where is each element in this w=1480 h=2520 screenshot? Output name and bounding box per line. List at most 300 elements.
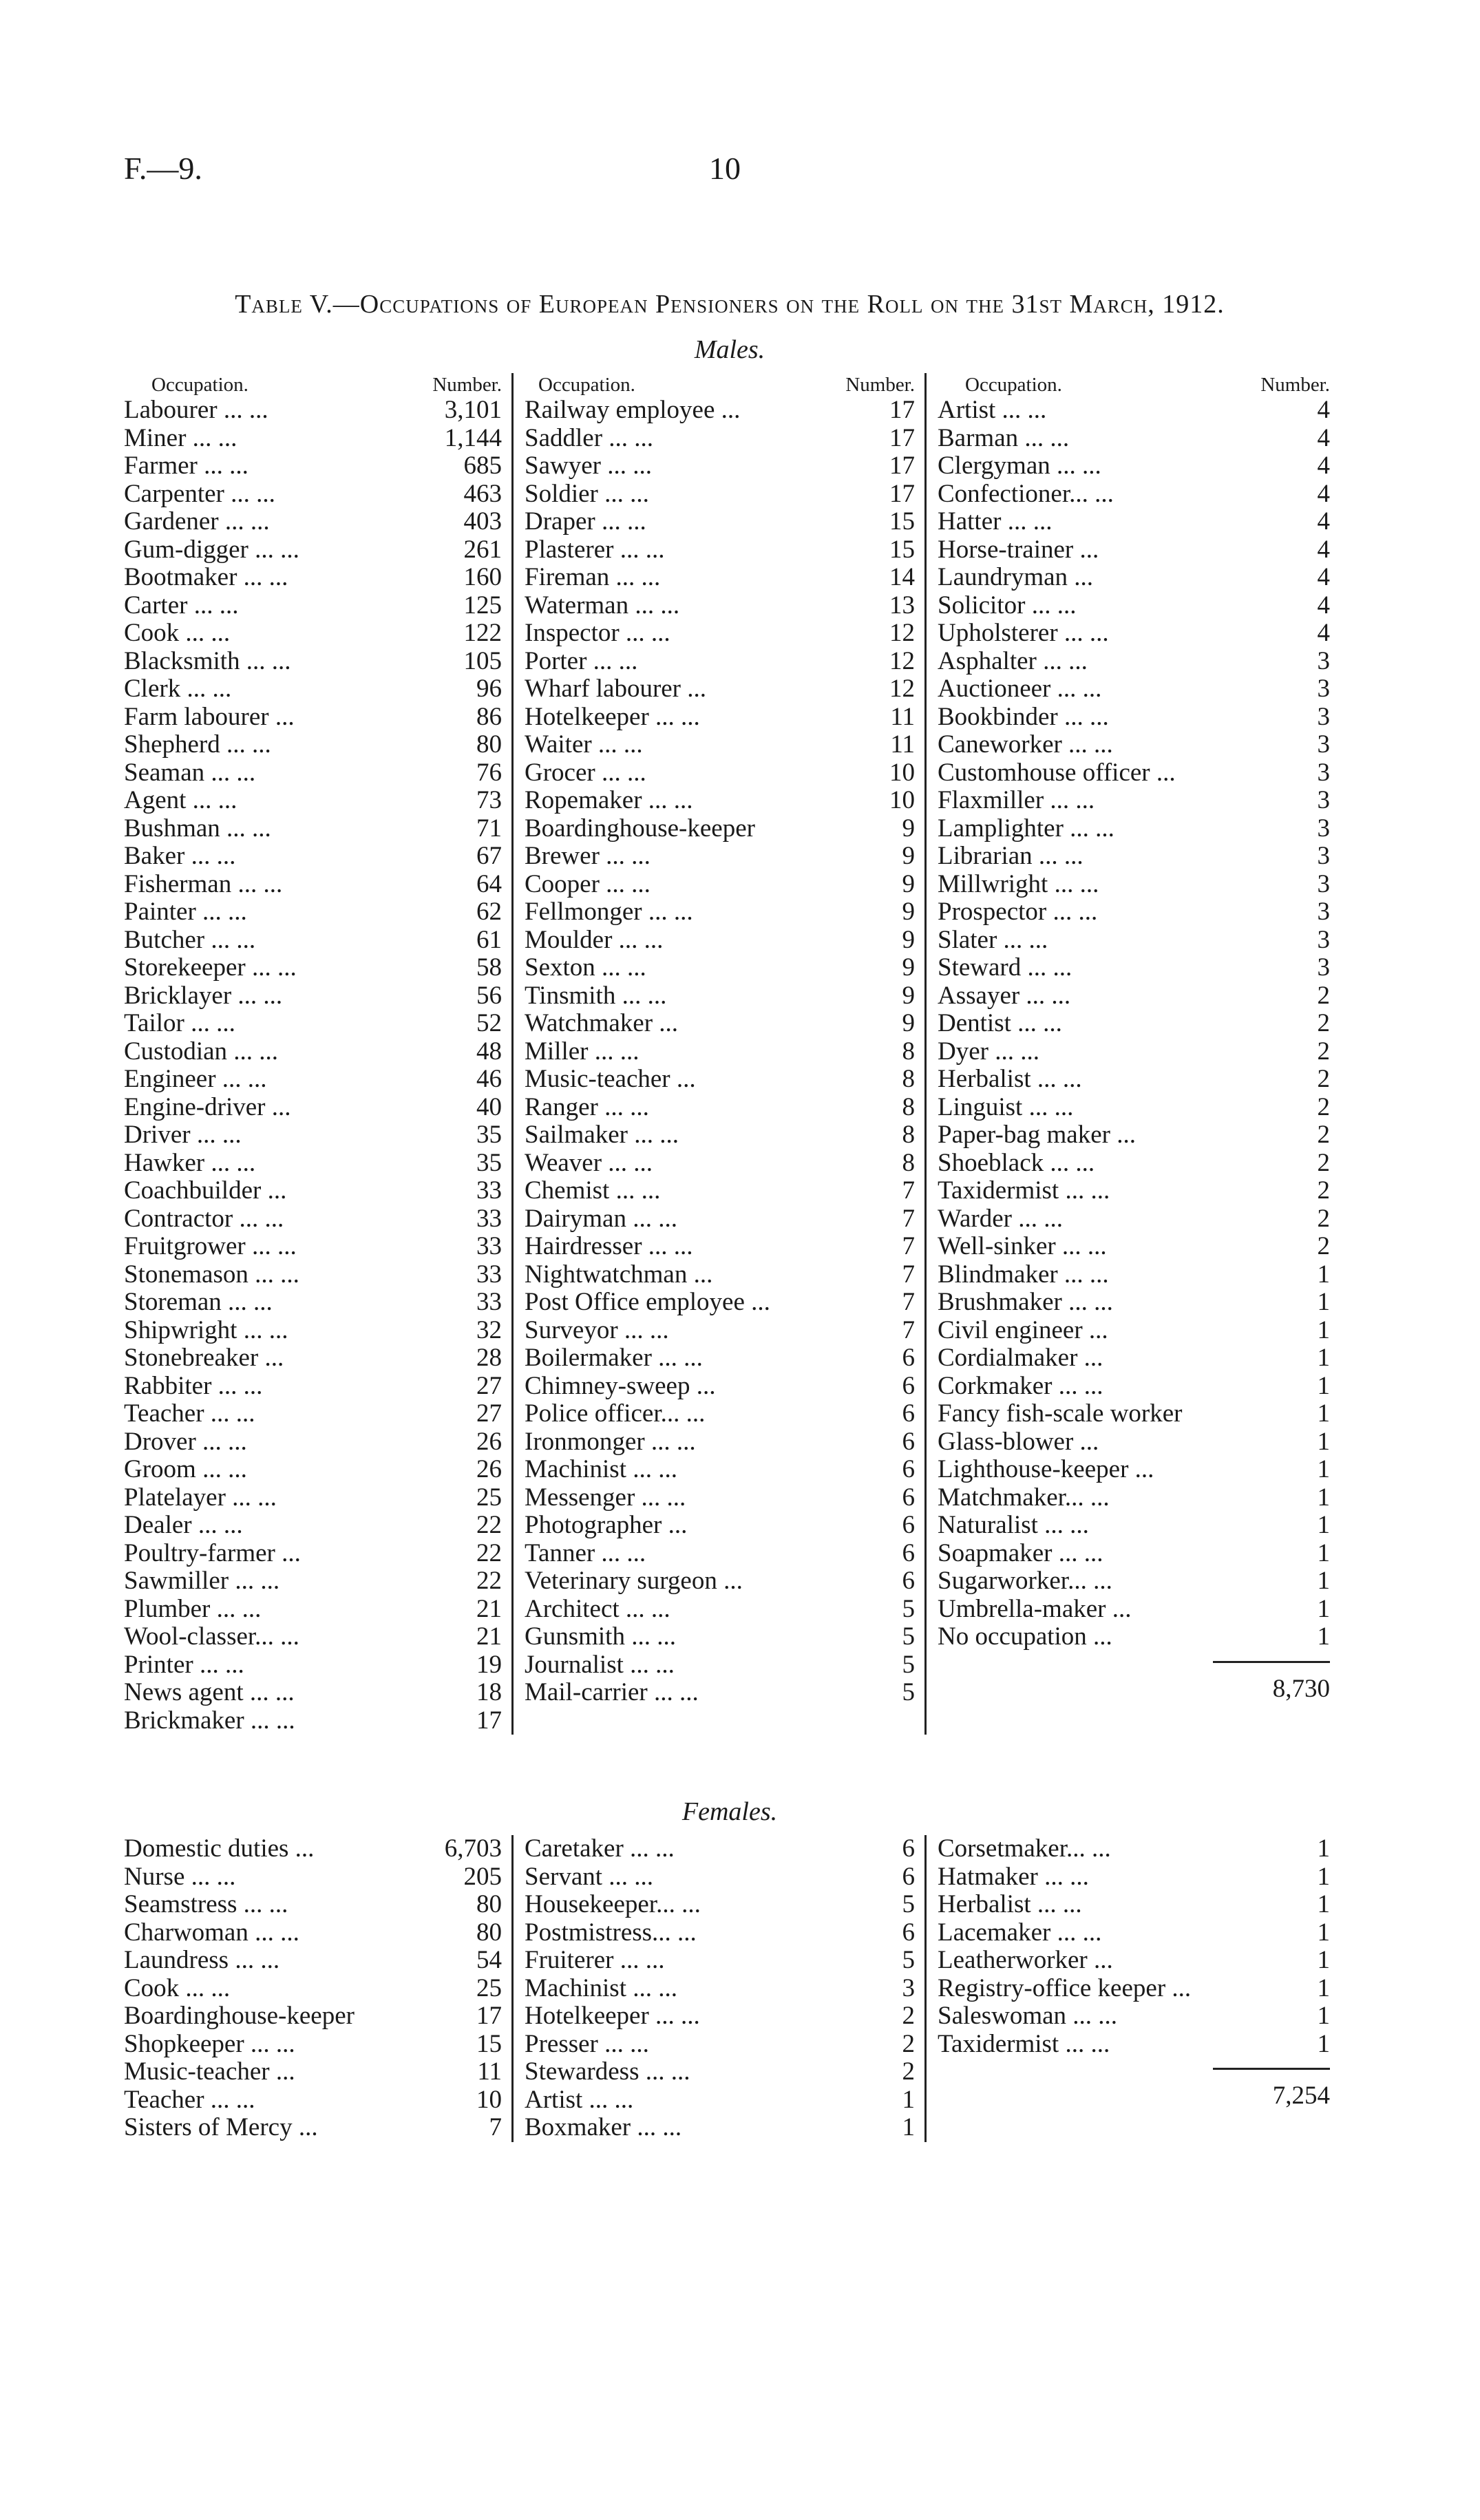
occupation-name: Seaman ... ... [124, 759, 256, 787]
occupation-count: 12 [889, 619, 915, 647]
occupation-name: Upholsterer ... ... [938, 620, 1109, 647]
table-row [525, 396, 915, 425]
occupation-name: Charwoman ... ... [124, 1918, 299, 1947]
occupation-name: Seamstress ... ... [124, 1891, 288, 1918]
occupation-name: Wool-classer... ... [124, 1623, 299, 1651]
occupation-count: 62 [476, 898, 502, 926]
table-row [525, 1596, 915, 1624]
occupation-count: 9 [902, 981, 915, 1010]
occupation-name: Shoeblack ... ... [938, 1149, 1095, 1177]
occupation-name: Gardener ... ... [124, 508, 270, 536]
table-row [525, 452, 915, 480]
table-row [525, 1373, 915, 1401]
occupation-count: 3 [1317, 786, 1330, 814]
occupation-name: Paper-bag maker ... [938, 1121, 1136, 1149]
occupation-count: 7 [902, 1232, 915, 1260]
occupation-count: 32 [476, 1315, 502, 1344]
table-row [525, 425, 915, 453]
occupation-name: Cordialmaker ... [938, 1344, 1103, 1372]
table-row [938, 1289, 1330, 1317]
occupation-count: 463 [463, 479, 502, 508]
occupation-name: Machinist ... ... [525, 1974, 677, 2002]
occupation-name: Journalist ... ... [525, 1651, 675, 1679]
occupation-count: 2 [902, 2002, 915, 2030]
column-header [938, 373, 1330, 396]
occupation-count: 33 [476, 1260, 502, 1289]
table-row [938, 1400, 1330, 1428]
occupation-count: 2 [1317, 1176, 1330, 1205]
occupation-name: Sugarworker... ... [938, 1567, 1112, 1595]
table-row [124, 2086, 502, 2115]
table-row [525, 1233, 915, 1261]
occupation-name: Farmer ... ... [124, 452, 249, 480]
table-row [525, 1456, 915, 1484]
table-row [938, 759, 1330, 787]
occupation-count: 7 [902, 1204, 915, 1233]
table-row [124, 1066, 502, 1094]
occupation-name: Miner ... ... [124, 424, 237, 452]
table-row [525, 982, 915, 1010]
occupation-count: 1 [1317, 1973, 1330, 2002]
table-row [525, 1484, 915, 1512]
occupation-count: 6 [902, 1455, 915, 1483]
occupation-name: Shopkeeper ... ... [124, 2030, 295, 2058]
occupation-name: Saddler ... ... [525, 424, 654, 452]
occupation-count: 33 [476, 1232, 502, 1260]
occupation-name: Stewardess ... ... [525, 2058, 690, 2086]
occupation-count: 1 [1317, 1834, 1330, 1863]
occupation-name: Labourer ... ... [124, 396, 268, 424]
occupation-name: Boxmaker ... ... [525, 2114, 682, 2141]
table-row [938, 1177, 1330, 1205]
table-row [124, 396, 502, 425]
occupation-name: Sawyer ... ... [525, 452, 652, 480]
table-row [525, 787, 915, 815]
occupation-count: 10 [476, 2085, 502, 2114]
occupation-count: 122 [463, 619, 502, 647]
table-row [525, 1150, 915, 1178]
occupation-name: Brewer ... ... [525, 843, 651, 870]
occupation-name: Teacher ... ... [124, 2086, 255, 2114]
occupation-count: 1 [1317, 1511, 1330, 1539]
occupation-count: 73 [476, 786, 502, 814]
occupation-count: 58 [476, 953, 502, 982]
occupation-count: 8 [902, 1037, 915, 1066]
occupation-count: 17 [476, 2002, 502, 2030]
occupation-count: 3 [1317, 842, 1330, 870]
table-row [938, 1150, 1330, 1178]
occupation-count: 8 [902, 1065, 915, 1093]
occupation-name: Music-teacher ... [525, 1066, 696, 1093]
occupation-name: Baker ... ... [124, 843, 236, 870]
table-row [938, 1863, 1330, 1892]
table-row [938, 2002, 1330, 2031]
occupation-count: 80 [476, 1890, 502, 1918]
table-row [124, 1947, 502, 1975]
table-row [938, 1205, 1330, 1233]
table-row [938, 1261, 1330, 1289]
table-row [938, 1121, 1330, 1150]
table-row [124, 759, 502, 787]
table-row [938, 396, 1330, 425]
occupation-count: 18 [476, 1678, 502, 1706]
occupation-count: 1 [1317, 1260, 1330, 1289]
occupation-count: 1 [1317, 2002, 1330, 2030]
table-row [124, 508, 502, 536]
occupation-count: 25 [476, 1483, 502, 1512]
occupation-name: Confectioner... ... [938, 480, 1114, 508]
number-header: Number. [1260, 374, 1330, 396]
occupation-name: Stonemason ... ... [124, 1260, 299, 1289]
table-row [525, 954, 915, 982]
occupation-count: 4 [1317, 507, 1330, 536]
total-rule [1213, 1661, 1330, 1663]
occupation-name: Ropemaker ... ... [525, 787, 693, 814]
occupation-name: Draper ... ... [525, 508, 646, 536]
table-row [525, 1919, 915, 1947]
table-row [525, 1205, 915, 1233]
document-code: F.—9. [124, 151, 202, 186]
table-row [525, 2058, 915, 2086]
occupation-name: Rabbiter ... ... [124, 1372, 263, 1400]
table-row [124, 927, 502, 955]
occupation-name: Linguist ... ... [938, 1093, 1074, 1121]
table-row [124, 2058, 502, 2086]
occupation-count: 96 [476, 675, 502, 703]
occupation-count: 2 [1317, 1204, 1330, 1233]
occupation-count: 9 [902, 842, 915, 870]
occupation-name: Bricklayer ... ... [124, 982, 283, 1010]
occupation-count: 9 [902, 869, 915, 898]
occupation-name: Sawmiller ... ... [124, 1567, 280, 1595]
table-row [124, 648, 502, 676]
occupation-name: Grocer ... ... [525, 759, 646, 787]
occupation-name: Laundress ... ... [124, 1947, 280, 1974]
table-row [124, 982, 502, 1010]
table-row [525, 1400, 915, 1428]
occupation-count: 9 [902, 814, 915, 843]
table-row [938, 675, 1330, 703]
table-row [124, 452, 502, 480]
occupation-name: Watchmaker ... [525, 1010, 679, 1037]
occupation-count: 17 [889, 479, 915, 508]
occupation-name: Servant ... ... [525, 1863, 654, 1891]
occupation-count: 3 [1317, 814, 1330, 843]
table-row [525, 592, 915, 620]
occupation-count: 64 [476, 869, 502, 898]
occupation-name: Boardinghouse-keeper [124, 2002, 355, 2030]
occupation-name: Barman ... ... [938, 424, 1070, 452]
occupation-name: Tailor ... ... [124, 1010, 235, 1037]
table-row [124, 1205, 502, 1233]
table-row [124, 787, 502, 815]
females-total: 7,254 [1272, 2082, 1330, 2110]
table-row [938, 425, 1330, 453]
table-row [525, 1567, 915, 1596]
occupation-name: Taxidermist ... ... [938, 2030, 1110, 2058]
occupation-name: Porter ... ... [525, 647, 638, 675]
occupation-name: Bushman ... ... [124, 814, 271, 843]
occupation-count: 6 [902, 1567, 915, 1595]
occupation-header: Occupation. [965, 374, 1062, 396]
occupation-name: Slater ... ... [938, 926, 1048, 954]
table-row [124, 536, 502, 564]
occupation-name: Custodian ... ... [124, 1037, 279, 1066]
table-row [525, 898, 915, 927]
occupation-count: 19 [476, 1650, 502, 1679]
occupation-count: 26 [476, 1455, 502, 1483]
males-column-2 [514, 373, 927, 1735]
occupation-name: Domestic duties ... [124, 1835, 315, 1863]
rows [124, 396, 502, 1735]
occupation-name: Chimney-sweep ... [525, 1372, 716, 1400]
occupation-count: 3 [1317, 758, 1330, 787]
males-section-title: Males. [694, 335, 765, 364]
occupation-count: 1 [1317, 1399, 1330, 1428]
occupation-count: 4 [1317, 535, 1330, 564]
table-row [124, 1400, 502, 1428]
table-row [525, 1066, 915, 1094]
females-section-title: Females. [681, 1797, 778, 1826]
table-row [124, 1289, 502, 1317]
occupation-count: 2 [1317, 1148, 1330, 1177]
occupation-name: Civil engineer ... [938, 1316, 1108, 1344]
table-row [938, 787, 1330, 815]
occupation-name: Asphalter ... ... [938, 647, 1088, 675]
occupation-name: Photographer ... [525, 1512, 688, 1539]
occupation-name: Tanner ... ... [525, 1539, 646, 1567]
occupation-count: 6 [902, 1918, 915, 1947]
occupation-count: 6 [902, 1834, 915, 1863]
table-row [525, 536, 915, 564]
occupation-count: 12 [889, 675, 915, 703]
total-rule [1213, 2068, 1330, 2070]
table-row [124, 731, 502, 759]
occupation-count: 46 [476, 1065, 502, 1093]
table-row [938, 731, 1330, 759]
table-row [124, 1094, 502, 1122]
occupation-count: 4 [1317, 479, 1330, 508]
occupation-count: 12 [889, 646, 915, 675]
table-row [124, 1317, 502, 1345]
occupation-count: 35 [476, 1148, 502, 1177]
occupation-name: Sisters of Mercy ... [124, 2114, 318, 2141]
occupation-count: 2 [1317, 1037, 1330, 1066]
occupation-name: Taxidermist ... ... [938, 1177, 1110, 1205]
occupation-name: Machinist ... ... [525, 1456, 677, 1483]
occupation-count: 4 [1317, 591, 1330, 620]
table-row [938, 1428, 1330, 1457]
occupation-count: 6 [902, 1371, 915, 1400]
occupation-name: Miller ... ... [525, 1037, 639, 1066]
occupation-name: Platelayer ... ... [124, 1483, 277, 1512]
table-row [938, 1512, 1330, 1540]
rows [124, 1835, 502, 2142]
table-row [938, 1233, 1330, 1261]
occupation-name: Horse-trainer ... [938, 536, 1099, 564]
table-row [525, 508, 915, 536]
occupation-name: Drover ... ... [124, 1428, 247, 1456]
occupation-name: Tinsmith ... ... [525, 982, 667, 1010]
occupation-count: 1 [1317, 1594, 1330, 1623]
table-row [525, 1835, 915, 1863]
occupation-name: Veterinary surgeon ... [525, 1567, 743, 1595]
occupation-count: 28 [476, 1344, 502, 1372]
table-row [124, 1512, 502, 1540]
occupation-count: 76 [476, 758, 502, 787]
occupation-name: Solicitor ... ... [938, 591, 1077, 620]
occupation-count: 1 [1317, 1315, 1330, 1344]
occupation-name: Ranger ... ... [525, 1093, 649, 1121]
table-row [525, 927, 915, 955]
occupation-name: Registry-office keeper ... [938, 1974, 1192, 2002]
table-row [938, 1835, 1330, 1863]
table-row [525, 1975, 915, 2003]
females-column-1 [124, 1835, 514, 2142]
occupation-name: Leatherworker ... [938, 1947, 1113, 1974]
occupation-name: Hatmaker ... ... [938, 1863, 1089, 1891]
occupation-count: 5 [902, 1622, 915, 1651]
occupation-header: Occupation. [151, 374, 249, 396]
occupation-name: Hairdresser ... ... [525, 1233, 693, 1260]
occupation-name: Fancy fish-scale worker [938, 1400, 1183, 1428]
occupation-count: 125 [463, 591, 502, 620]
table-row [525, 1651, 915, 1680]
occupation-count: 1 [1317, 1622, 1330, 1651]
occupation-count: 13 [889, 591, 915, 620]
occupation-name: Contractor ... ... [124, 1205, 284, 1233]
table-row [525, 1863, 915, 1892]
occupation-count: 21 [476, 1594, 502, 1623]
table-row [124, 1010, 502, 1038]
table-row [525, 480, 915, 509]
occupation-count: 105 [463, 646, 502, 675]
occupation-name: Blindmaker ... ... [938, 1260, 1109, 1289]
occupation-name: Fireman ... ... [525, 564, 661, 591]
occupation-count: 6 [902, 1427, 915, 1456]
table-row [124, 1567, 502, 1596]
occupation-count: 3 [1317, 730, 1330, 759]
occupation-name: Gum-digger ... ... [124, 536, 299, 564]
occupation-name: Artist ... ... [938, 396, 1047, 424]
occupation-count: 160 [463, 563, 502, 591]
occupation-name: Nightwatchman ... [525, 1260, 713, 1289]
occupation-count: 22 [476, 1538, 502, 1567]
occupation-count: 27 [476, 1371, 502, 1400]
occupation-name: Saleswoman ... ... [938, 2002, 1118, 2030]
occupation-name: Carter ... ... [124, 591, 239, 620]
table-row [525, 731, 915, 759]
occupation-count: 11 [477, 2057, 502, 2086]
occupation-name: No occupation ... [938, 1623, 1112, 1651]
occupation-name: Teacher ... ... [124, 1400, 255, 1428]
occupation-count: 4 [1317, 619, 1330, 647]
occupation-name: Customhouse officer ... [938, 759, 1176, 787]
table-row [525, 1289, 915, 1317]
occupation-name: Sexton ... ... [525, 954, 646, 982]
occupation-count: 7 [902, 1176, 915, 1205]
occupation-count: 21 [476, 1622, 502, 1651]
males-table [124, 373, 1330, 1735]
occupation-count: 1 [1317, 1890, 1330, 1918]
table-row [124, 1456, 502, 1484]
table-row [525, 1177, 915, 1205]
table-row [124, 871, 502, 899]
table-row [938, 1975, 1330, 2003]
occupation-count: 3 [902, 1973, 915, 2002]
occupation-count: 80 [476, 730, 502, 759]
occupation-name: Dyer ... ... [938, 1037, 1039, 1066]
table-row [124, 1679, 502, 1707]
table-row [938, 1540, 1330, 1568]
occupation-count: 6 [902, 1483, 915, 1512]
occupation-count: 71 [476, 814, 502, 843]
occupation-name: Sailmaker ... ... [525, 1121, 679, 1149]
occupation-count: 1 [1317, 1427, 1330, 1456]
occupation-name: Steward ... ... [938, 954, 1072, 982]
table-row [525, 1679, 915, 1707]
table-row [124, 1233, 502, 1261]
occupation-count: 6 [902, 1511, 915, 1539]
occupation-name: News agent ... ... [124, 1679, 295, 1706]
rows [938, 396, 1330, 1651]
table-row [124, 1891, 502, 1919]
occupation-name: Shipwright ... ... [124, 1316, 288, 1344]
occupation-count: 1 [1317, 1918, 1330, 1947]
table-row [124, 1863, 502, 1892]
occupation-count: 1 [1317, 1946, 1330, 1974]
occupation-count: 6,703 [444, 1834, 502, 1863]
occupation-count: 35 [476, 1121, 502, 1149]
table-row [124, 1596, 502, 1624]
table-row [124, 675, 502, 703]
occupation-name: Weaver ... ... [525, 1149, 653, 1177]
table-row [938, 954, 1330, 982]
table-row [124, 1038, 502, 1066]
occupation-count: 5 [902, 1946, 915, 1974]
occupation-name: Driver ... ... [124, 1121, 242, 1149]
occupation-name: Engineer ... ... [124, 1066, 267, 1093]
occupation-name: Waterman ... ... [525, 591, 680, 620]
occupation-count: 15 [476, 2029, 502, 2058]
occupation-name: Dairyman ... ... [525, 1205, 677, 1233]
occupation-name: Police officer... ... [525, 1400, 706, 1428]
table-row [124, 1623, 502, 1651]
occupation-name: Boilermaker ... ... [525, 1344, 703, 1372]
occupation-count: 56 [476, 981, 502, 1010]
occupation-count: 3,101 [444, 396, 502, 424]
occupation-name: Warder ... ... [938, 1205, 1063, 1233]
table-row [525, 1094, 915, 1122]
occupation-count: 80 [476, 1918, 502, 1947]
occupation-name: Clergyman ... ... [938, 452, 1101, 480]
occupation-count: 6 [902, 1344, 915, 1372]
table-row [525, 564, 915, 592]
occupation-name: Hotelkeeper ... ... [525, 2002, 700, 2030]
occupation-name: Corsetmaker... ... [938, 1835, 1111, 1863]
table-row [525, 1512, 915, 1540]
occupation-count: 3 [1317, 898, 1330, 926]
occupation-count: 67 [476, 842, 502, 870]
occupation-name: Messenger ... ... [525, 1483, 686, 1512]
table-row [124, 954, 502, 982]
occupation-count: 22 [476, 1567, 502, 1595]
occupation-count: 2 [1317, 1009, 1330, 1037]
table-row [124, 1707, 502, 1735]
occupation-name: Hawker ... ... [124, 1149, 256, 1177]
occupation-count: 4 [1317, 396, 1330, 424]
table-row [525, 815, 915, 843]
